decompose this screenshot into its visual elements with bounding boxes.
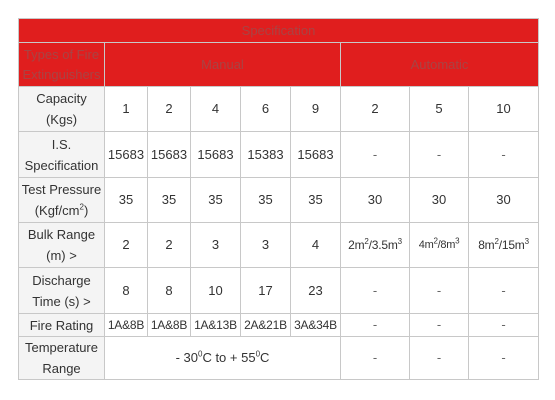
table-cell: - <box>341 337 410 380</box>
row-label-discharge-time: Discharge Time (s) > <box>19 268 105 314</box>
table-cell: 10 <box>191 268 241 314</box>
table-cell: 15383 <box>241 132 291 178</box>
table-cell: 3 <box>241 223 291 268</box>
row-label-is-specification: I.S. Specification <box>19 132 105 178</box>
table-cell: 2 <box>148 87 191 132</box>
table-cell: 3A&34B <box>291 314 341 337</box>
table-row <box>19 223 539 268</box>
table-cell: - <box>341 268 410 314</box>
table-cell: 35 <box>241 178 291 223</box>
table-cell: 30 <box>341 178 410 223</box>
table-cell: 15683 <box>291 132 341 178</box>
table-cell: 1A&8B <box>148 314 191 337</box>
table-cell: - <box>341 132 410 178</box>
table-cell: $2m^2/3.5m^3$ <box>341 223 410 268</box>
table-cell: 15683 <box>148 132 191 178</box>
table-cell: - <box>469 337 539 380</box>
row-label-bulk-range: Bulk Range (m) > <box>19 223 105 268</box>
row-label-capacity: Capacity (Kgs) <box>19 87 105 132</box>
table-cell: 10 <box>469 87 539 132</box>
table-cell: - <box>469 314 539 337</box>
row-label-fire-rating: Fire Rating <box>19 314 105 337</box>
table-row <box>19 337 539 380</box>
table-cell: 8 <box>148 268 191 314</box>
table-cell: 4 <box>191 87 241 132</box>
row-label-temperature-range: Temperature Range <box>19 337 105 380</box>
table-cell: 1A&13B <box>191 314 241 337</box>
table-cell: 35 <box>291 178 341 223</box>
table-title: Specification <box>19 19 539 43</box>
table-cell: 2A&21B <box>241 314 291 337</box>
table-row <box>19 132 539 178</box>
table-cell: 4 <box>291 223 341 268</box>
table-cell: - <box>469 268 539 314</box>
table-cell: 15683 <box>191 132 241 178</box>
automatic-group-header: Automatic <box>341 43 539 87</box>
table-cell: 35 <box>105 178 148 223</box>
table-cell: 2 <box>148 223 191 268</box>
table-cell: 35 <box>191 178 241 223</box>
table-cell: - <box>341 314 410 337</box>
table-cell: 30 <box>410 178 469 223</box>
table-cell: 9 <box>291 87 341 132</box>
table-cell: 2 <box>105 223 148 268</box>
table-row <box>19 268 539 314</box>
table-cell: - <box>410 314 469 337</box>
table-cell: $4m^2/8m^3$ <box>410 223 469 268</box>
types-header: Types of Fire Extinguishers <box>19 43 105 87</box>
table-cell: 3 <box>191 223 241 268</box>
table-cell: 6 <box>241 87 291 132</box>
table-row <box>19 178 539 223</box>
row-label-test-pressure: Test Pressure $(Kgf/cm^2)$ <box>19 178 105 223</box>
table-cell: 1 <box>105 87 148 132</box>
table-cell: - <box>410 268 469 314</box>
table-cell: - <box>469 132 539 178</box>
table-cell: 35 <box>148 178 191 223</box>
table-cell: - <box>410 337 469 380</box>
table-cell: - <box>410 132 469 178</box>
table-cell: 5 <box>410 87 469 132</box>
table-cell: 2 <box>341 87 410 132</box>
table-cell: $8m^2/15m^3$ <box>469 223 539 268</box>
manual-group-header: Manual <box>105 43 341 87</box>
table-cell: 17 <box>241 268 291 314</box>
table-cell: 30 <box>469 178 539 223</box>
table-cell: 15683 <box>105 132 148 178</box>
specification-table <box>18 18 539 380</box>
table-cell: 23 <box>291 268 341 314</box>
table-cell: 8 <box>105 268 148 314</box>
table-cell: 1A&8B <box>105 314 148 337</box>
temperature-range-value: - $30^0C$ to + $55^0C$ <box>105 337 341 380</box>
table-row <box>19 314 539 337</box>
table-row <box>19 87 539 132</box>
